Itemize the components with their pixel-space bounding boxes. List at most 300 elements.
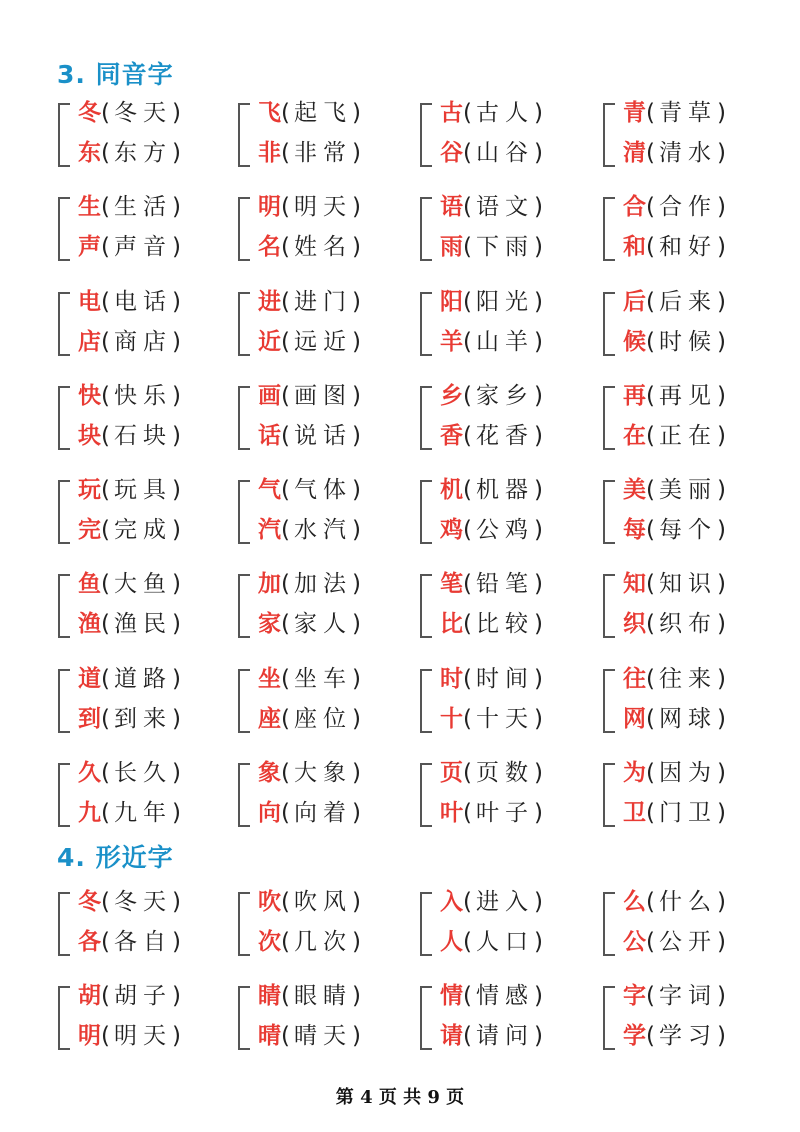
target-character: 加 [258,571,281,597]
example-word: 完成 [113,517,172,543]
paren-close: ) [171,1023,181,1049]
example-word: 晴天 [293,1023,352,1049]
target-character: 坐 [258,666,281,692]
target-character: 公 [623,929,646,955]
example-word: 织布 [658,611,717,637]
paren-close: ) [351,194,361,220]
paren-close: ) [351,611,361,637]
paren-close: ) [351,800,361,826]
bracket-line [420,292,432,356]
char-pair [238,566,418,646]
char-pair [603,755,783,835]
char-entry [78,133,181,173]
example-word: 坐车 [293,666,352,692]
target-character: 进 [258,289,281,315]
paren-open: ( [281,800,290,826]
char-entry [78,699,181,739]
example-word: 比较 [475,611,534,637]
paren-open: ( [101,929,110,955]
paren-open: ( [101,100,110,126]
example-word: 语文 [475,194,534,220]
char-pair [238,472,418,552]
paren-open: ( [646,517,655,543]
char-entry [258,510,361,550]
paren-open: ( [463,383,472,409]
char-entry [78,227,181,267]
bracket-line [603,480,615,544]
paren-open: ( [281,1023,290,1049]
paren-close: ) [716,571,726,597]
paren-close: ) [171,329,181,355]
target-character: 晴 [258,1023,281,1049]
target-character: 卫 [623,800,646,826]
target-character: 生 [78,194,101,220]
char-entry [440,564,543,604]
target-character: 向 [258,800,281,826]
paren-close: ) [533,889,543,915]
char-pair [420,884,600,964]
char-pair [420,95,600,175]
paren-open: ( [646,760,655,786]
target-character: 名 [258,234,281,260]
paren-open: ( [463,889,472,915]
paren-open: ( [101,1023,110,1049]
char-entry [440,659,543,699]
paren-close: ) [171,611,181,637]
paren-open: ( [463,477,472,503]
char-entry [440,976,543,1016]
example-word: 九年 [113,800,172,826]
char-entry [78,753,181,793]
paren-close: ) [171,194,181,220]
paren-close: ) [171,800,181,826]
bracket-line [58,197,70,261]
bracket-line [58,292,70,356]
char-entry [258,416,361,456]
char-entry [440,753,543,793]
target-character: 和 [623,234,646,260]
paren-close: ) [716,329,726,355]
paren-close: ) [716,983,726,1009]
example-word: 眼睛 [293,983,352,1009]
example-word: 明天 [293,194,352,220]
example-word: 和好 [658,234,717,260]
bracket-line [420,763,432,827]
char-pair [238,755,418,835]
paren-open: ( [646,706,655,732]
target-character: 声 [78,234,101,260]
char-pair [420,978,600,1058]
paren-open: ( [463,234,472,260]
paren-close: ) [533,329,543,355]
paren-open: ( [281,194,290,220]
paren-close: ) [533,289,543,315]
target-character: 为 [623,760,646,786]
paren-close: ) [533,100,543,126]
example-word: 声音 [113,234,172,260]
char-pair [238,284,418,364]
char-entry [440,510,543,550]
paren-open: ( [101,666,110,692]
example-word: 古人 [475,100,534,126]
char-entry [623,416,726,456]
example-word: 到来 [113,706,172,732]
target-character: 东 [78,140,101,166]
paren-close: ) [533,929,543,955]
paren-close: ) [716,517,726,543]
example-word: 几次 [293,929,352,955]
bracket-line [420,669,432,733]
paren-close: ) [533,1023,543,1049]
example-word: 页数 [475,760,534,786]
target-character: 机 [440,477,463,503]
char-entry [78,282,181,322]
char-entry [440,133,543,173]
char-entry [440,416,543,456]
example-word: 山谷 [475,140,534,166]
bracket-line [238,103,250,167]
char-entry [623,187,726,227]
bracket-line [58,669,70,733]
bracket-line [603,892,615,956]
char-entry [258,793,361,833]
bracket-line [238,574,250,638]
target-character: 语 [440,194,463,220]
char-entry [623,470,726,510]
bracket-line [58,763,70,827]
target-character: 清 [623,140,646,166]
char-pair [603,661,783,741]
example-word: 山羊 [475,329,534,355]
example-word: 每个 [658,517,717,543]
char-entry [623,564,726,604]
char-entry [623,510,726,550]
char-pair [603,284,783,364]
paren-open: ( [281,140,290,166]
paren-open: ( [463,706,472,732]
example-word: 东方 [113,140,172,166]
example-word: 门卫 [658,800,717,826]
paren-close: ) [171,983,181,1009]
paren-open: ( [281,477,290,503]
bracket-line [238,763,250,827]
char-entry [258,1016,361,1056]
paren-open: ( [101,140,110,166]
bracket-line [420,103,432,167]
bracket-line [603,986,615,1050]
paren-open: ( [646,234,655,260]
bracket-line [58,480,70,544]
char-entry [258,322,361,362]
paren-close: ) [716,194,726,220]
paren-close: ) [716,383,726,409]
char-entry [78,1016,181,1056]
char-entry [258,470,361,510]
char-pair [603,189,783,269]
bracket-line [238,197,250,261]
paren-close: ) [716,1023,726,1049]
example-word: 清水 [658,140,717,166]
paren-close: ) [716,800,726,826]
target-character: 各 [78,929,101,955]
example-word: 水汽 [293,517,352,543]
bracket-line [420,574,432,638]
paren-open: ( [281,611,290,637]
char-pair [420,378,600,458]
bracket-line [603,669,615,733]
paren-open: ( [281,329,290,355]
paren-open: ( [463,289,472,315]
char-entry [258,93,361,133]
bracket-line [420,892,432,956]
example-word: 因为 [658,760,717,786]
paren-open: ( [463,929,472,955]
bracket-line [238,892,250,956]
target-character: 画 [258,383,281,409]
target-character: 非 [258,140,281,166]
paren-close: ) [716,140,726,166]
example-word: 非常 [293,140,352,166]
paren-close: ) [533,517,543,543]
paren-close: ) [533,140,543,166]
target-character: 十 [440,706,463,732]
paren-open: ( [281,889,290,915]
example-word: 合作 [658,194,717,220]
char-entry [440,922,543,962]
paren-close: ) [716,100,726,126]
paren-close: ) [171,889,181,915]
paren-close: ) [533,800,543,826]
char-entry [258,187,361,227]
example-word: 冬天 [113,100,172,126]
paren-open: ( [101,423,110,449]
char-entry [623,227,726,267]
example-word: 姓名 [293,234,352,260]
paren-open: ( [281,100,290,126]
char-pair [58,755,238,835]
paren-close: ) [351,289,361,315]
char-pair [58,378,238,458]
target-character: 明 [78,1023,101,1049]
paren-close: ) [533,383,543,409]
target-character: 近 [258,329,281,355]
bracket-line [58,986,70,1050]
paren-open: ( [101,706,110,732]
char-entry [440,227,543,267]
target-character: 气 [258,477,281,503]
paren-open: ( [463,571,472,597]
example-word: 学习 [658,1023,717,1049]
char-entry [258,376,361,416]
target-character: 谷 [440,140,463,166]
char-entry [258,659,361,699]
paren-open: ( [646,383,655,409]
paren-open: ( [281,517,290,543]
char-entry [440,93,543,133]
section-title-homophones: 3. 同音字 [57,60,174,89]
example-word: 玩具 [113,477,172,503]
paren-close: ) [171,666,181,692]
paren-close: ) [716,234,726,260]
target-character: 合 [623,194,646,220]
char-entry [78,604,181,644]
paren-close: ) [351,929,361,955]
paren-close: ) [351,889,361,915]
char-entry [78,659,181,699]
paren-open: ( [463,1023,472,1049]
target-character: 家 [258,611,281,637]
char-entry [258,282,361,322]
paren-open: ( [101,289,110,315]
bracket-line [603,574,615,638]
paren-close: ) [171,140,181,166]
bracket-line [238,386,250,450]
char-pair [603,566,783,646]
char-pair [238,378,418,458]
char-entry [623,659,726,699]
char-entry [440,187,543,227]
example-word: 时间 [475,666,534,692]
target-character: 页 [440,760,463,786]
example-word: 画图 [293,383,352,409]
paren-close: ) [171,100,181,126]
char-entry [78,882,181,922]
example-word: 机器 [475,477,534,503]
paren-open: ( [646,611,655,637]
paren-close: ) [533,194,543,220]
example-word: 十天 [475,706,534,732]
paren-close: ) [351,100,361,126]
paren-open: ( [101,234,110,260]
paren-close: ) [171,760,181,786]
paren-close: ) [533,611,543,637]
target-character: 飞 [258,100,281,126]
char-entry [623,882,726,922]
example-word: 商店 [113,329,172,355]
paren-open: ( [646,100,655,126]
example-word: 公鸡 [475,517,534,543]
paren-close: ) [351,760,361,786]
paren-open: ( [281,234,290,260]
paren-open: ( [281,423,290,449]
paren-close: ) [351,329,361,355]
char-entry [623,93,726,133]
target-character: 象 [258,760,281,786]
target-character: 鸡 [440,517,463,543]
bracket-line [238,986,250,1050]
target-character: 久 [78,760,101,786]
example-word: 胡子 [113,983,172,1009]
char-pair [238,95,418,175]
paren-close: ) [171,289,181,315]
paren-close: ) [351,666,361,692]
paren-close: ) [533,706,543,732]
target-character: 快 [78,383,101,409]
example-word: 各自 [113,929,172,955]
paren-open: ( [463,329,472,355]
char-pair [420,189,600,269]
paren-open: ( [463,517,472,543]
paren-open: ( [281,929,290,955]
paren-open: ( [463,800,472,826]
paren-close: ) [351,571,361,597]
char-entry [258,976,361,1016]
bracket-line [238,292,250,356]
target-character: 在 [623,423,646,449]
char-entry [258,564,361,604]
example-word: 后来 [658,289,717,315]
char-pair [58,95,238,175]
paren-open: ( [101,800,110,826]
char-entry [623,753,726,793]
example-word: 向着 [293,800,352,826]
paren-open: ( [101,329,110,355]
char-pair [58,189,238,269]
paren-close: ) [351,1023,361,1049]
char-entry [623,322,726,362]
paren-close: ) [351,234,361,260]
paren-close: ) [351,477,361,503]
paren-close: ) [716,760,726,786]
target-character: 每 [623,517,646,543]
paren-close: ) [533,666,543,692]
example-word: 加法 [293,571,352,597]
target-character: 完 [78,517,101,543]
paren-open: ( [646,477,655,503]
char-entry [258,699,361,739]
example-word: 生活 [113,194,172,220]
example-word: 下雨 [475,234,534,260]
paren-open: ( [646,423,655,449]
example-word: 明天 [113,1023,172,1049]
paren-open: ( [463,760,472,786]
example-word: 进门 [293,289,352,315]
bracket-line [238,480,250,544]
paren-open: ( [101,889,110,915]
char-entry [78,976,181,1016]
target-character: 再 [623,383,646,409]
paren-open: ( [463,100,472,126]
example-word: 花香 [475,423,534,449]
paren-open: ( [646,289,655,315]
target-character: 羊 [440,329,463,355]
example-word: 阳光 [475,289,534,315]
target-character: 冬 [78,100,101,126]
char-entry [440,376,543,416]
char-entry [258,882,361,922]
char-entry [623,922,726,962]
bracket-line [603,197,615,261]
bracket-line [58,892,70,956]
char-pair [58,661,238,741]
paren-close: ) [533,234,543,260]
paren-close: ) [171,929,181,955]
section-title-similar-characters: 4. 形近字 [57,843,174,872]
paren-open: ( [463,194,472,220]
paren-close: ) [351,517,361,543]
bracket-line [58,574,70,638]
char-entry [440,322,543,362]
example-word: 请问 [475,1023,534,1049]
bracket-line [603,386,615,450]
paren-close: ) [716,706,726,732]
target-character: 渔 [78,611,101,637]
paren-close: ) [533,571,543,597]
paren-close: ) [716,929,726,955]
target-character: 叶 [440,800,463,826]
paren-open: ( [646,800,655,826]
bracket-line [420,386,432,450]
